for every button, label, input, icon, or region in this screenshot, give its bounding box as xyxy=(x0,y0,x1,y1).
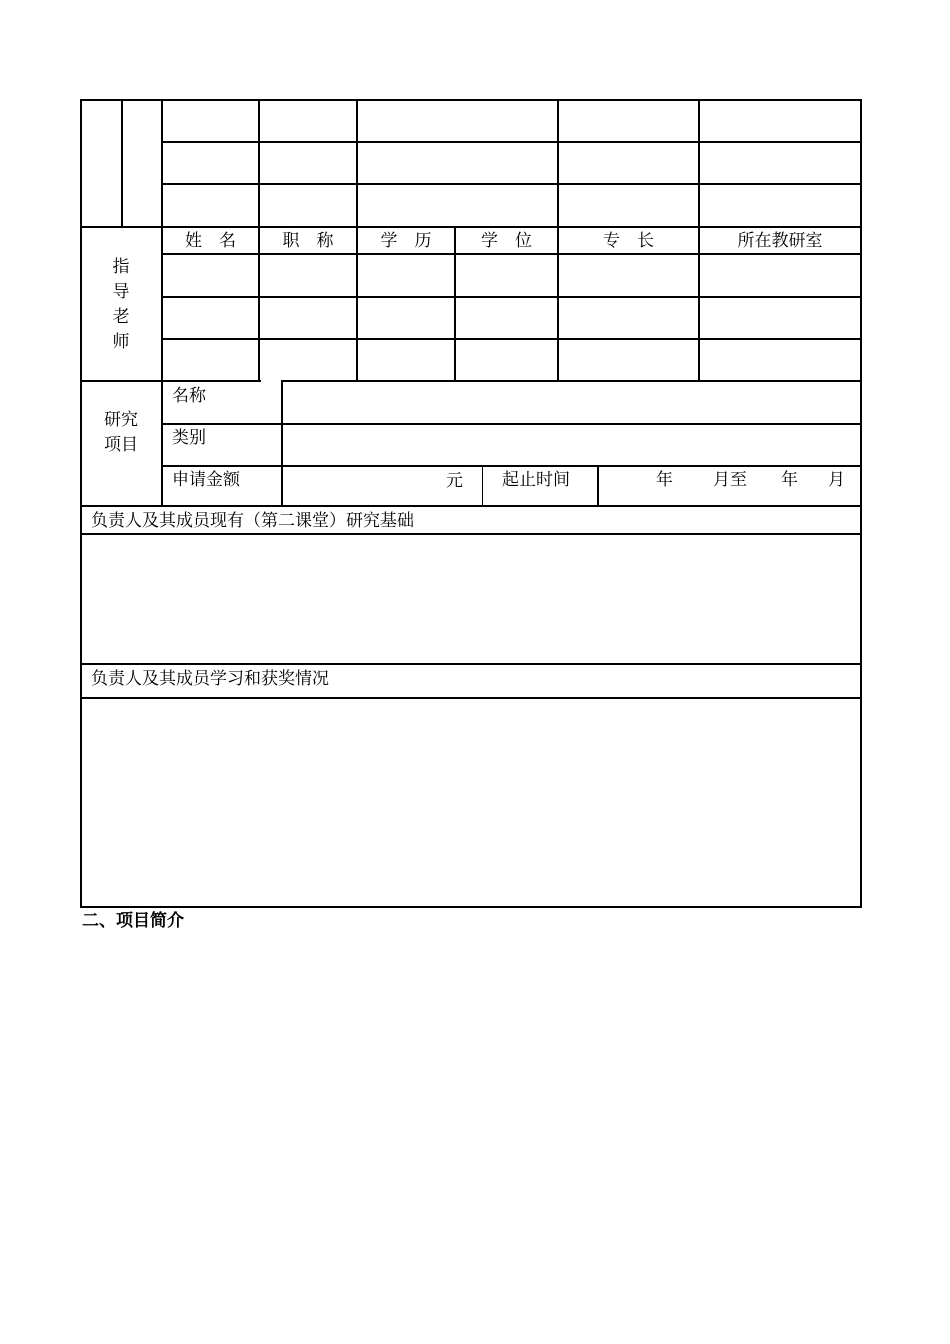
project-period-month-to: 月至 xyxy=(713,470,747,490)
advisor-header-department: 所在教研室 xyxy=(737,231,823,251)
project-block-bottom xyxy=(80,505,862,507)
member-divider-2 xyxy=(161,99,163,507)
advisor-header-education: 学 历 xyxy=(380,231,432,251)
advisor-block-bottom-right xyxy=(283,380,862,382)
project-col-line-1 xyxy=(281,380,283,507)
member-col-line-4 xyxy=(698,99,700,227)
member-row-line-1 xyxy=(161,141,862,143)
advisor-header-degree: 学 位 xyxy=(481,231,532,251)
table-border-left xyxy=(80,99,82,908)
project-side-label-1: 研究 xyxy=(104,410,138,430)
advisor-row-line-2 xyxy=(161,338,862,340)
member-col-line-1 xyxy=(258,99,260,227)
research-basis-area-bottom xyxy=(80,663,862,665)
project-row-line-2 xyxy=(161,465,862,467)
project-name-label: 名称 xyxy=(172,386,206,406)
member-row-line-2 xyxy=(161,183,862,185)
project-amount-unit: 元 xyxy=(446,471,463,491)
table-border-right xyxy=(860,99,862,908)
advisor-block-bottom-left xyxy=(80,380,261,382)
table-border-bottom xyxy=(80,906,862,908)
member-block-bottom xyxy=(80,226,862,228)
project-amount-label: 申请金额 xyxy=(172,470,240,490)
project-category-label: 类别 xyxy=(172,428,206,448)
project-period-year-1: 年 xyxy=(656,470,673,490)
project-period-year-2: 年 xyxy=(781,470,798,490)
project-row-line-1 xyxy=(161,423,862,425)
project-side-label-2: 项目 xyxy=(104,435,138,455)
awards-heading: 负责人及其成员学习和获奖情况 xyxy=(91,669,329,689)
member-col-line-3 xyxy=(557,99,559,227)
table-border-top xyxy=(80,99,862,101)
advisor-side-label: 指导老师 xyxy=(112,257,130,352)
member-col-line-2 xyxy=(356,99,358,227)
research-basis-heading: 负责人及其成员现有（第二课堂）研究基础 xyxy=(91,511,414,531)
advisor-row-line-1 xyxy=(161,296,862,298)
awards-heading-bottom xyxy=(80,697,862,699)
research-basis-heading-bottom xyxy=(80,533,862,535)
project-intro-heading: 二、项目简介 xyxy=(82,911,184,931)
advisor-header-name: 姓 名 xyxy=(185,231,236,251)
advisor-header-bottom xyxy=(161,253,862,255)
advisor-header-title: 职 称 xyxy=(282,231,334,251)
period-label-right-line xyxy=(597,465,599,507)
advisor-header-specialty: 专 长 xyxy=(603,231,654,251)
member-divider-1 xyxy=(121,99,123,227)
period-label-left-line xyxy=(482,465,483,507)
project-period-label: 起止时间 xyxy=(502,470,570,490)
project-period-month-2: 月 xyxy=(828,470,845,490)
